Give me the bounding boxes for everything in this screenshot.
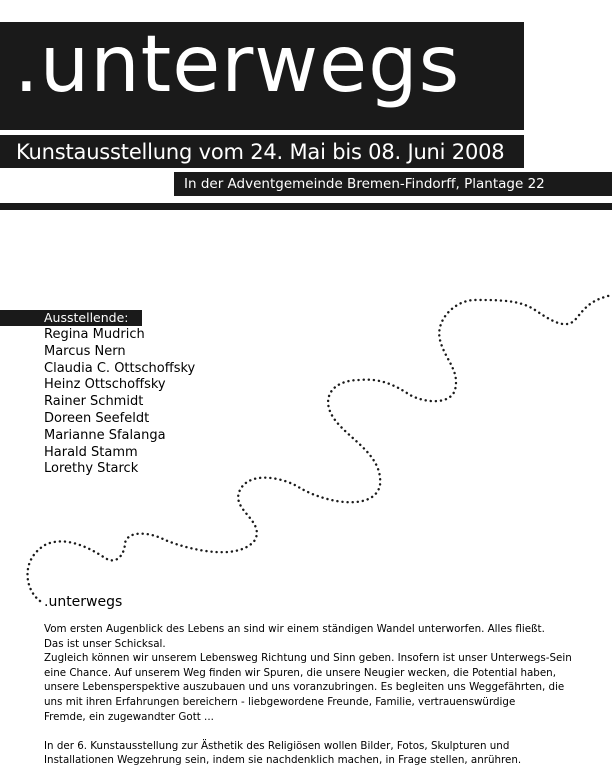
exhibitor-name: Marianne Sfalanga (44, 427, 166, 443)
venue-address: In der Adventgemeinde Bremen-Findorff, Plantage 22 (184, 176, 545, 192)
body-line: uns mit ihren Erfahrungen bereichern - liebgewordene Freunde, Familie, vertrauenswürdige (44, 695, 516, 708)
article-body (44, 622, 600, 768)
page-title: .unterwegs (14, 20, 461, 110)
body-line: Das ist unser Schicksal. (44, 637, 166, 650)
article-heading: .unterwegs (44, 594, 123, 610)
body-line: Installationen Wegzehrung sein, indem sie nachdenklich machen, in Frage stellen, anrühren. (44, 754, 522, 767)
exhibitor-name: Marcus Nern (44, 343, 126, 359)
exhibitor-name: Doreen Seefeldt (44, 410, 150, 426)
body-line: Vom ersten Augenblick des Lebens an sind wir einem ständigen Wandel unterworfen. Alles fließt. (44, 623, 545, 635)
exhibitor-name: Harald Stamm (44, 444, 138, 460)
exhibitor-list (44, 327, 195, 478)
body-line: Fremde, ein zugewandter Gott ... (44, 710, 214, 723)
exhibitor-name: Lorethy Starck (44, 461, 139, 477)
exhibitor-name: Claudia C. Ottschoffsky (44, 360, 196, 376)
exhibition-dates: Kunstausstellung vom 24. Mai bis 08. Juni 2008 (16, 140, 505, 164)
exhibitors-label: Ausstellende: (44, 310, 129, 325)
body-line: In der 6. Kunstausstellung zur Ästhetik des Religiösen wollen Bilder, Fotos, Skulpturen und (44, 739, 510, 752)
body-line: Zugleich können wir unserem Lebensweg Richtung und Sinn geben. Insofern ist unser Unterwegs-Sein (44, 652, 572, 665)
exhibitor-name: Regina Mudrich (44, 327, 145, 342)
exhibitor-name: Heinz Ottschoffsky (44, 377, 166, 393)
body-line: unsere Lebensperspektive auszubauen und uns voranzubringen. Es begleiten uns Weggefährten, die (44, 681, 565, 694)
body-line: eine Chance. Auf unserem Weg finden wir Spuren, die unsere Neugier wecken, die Potential haben, (44, 666, 556, 679)
exhibitor-name: Rainer Schmidt (44, 394, 144, 410)
